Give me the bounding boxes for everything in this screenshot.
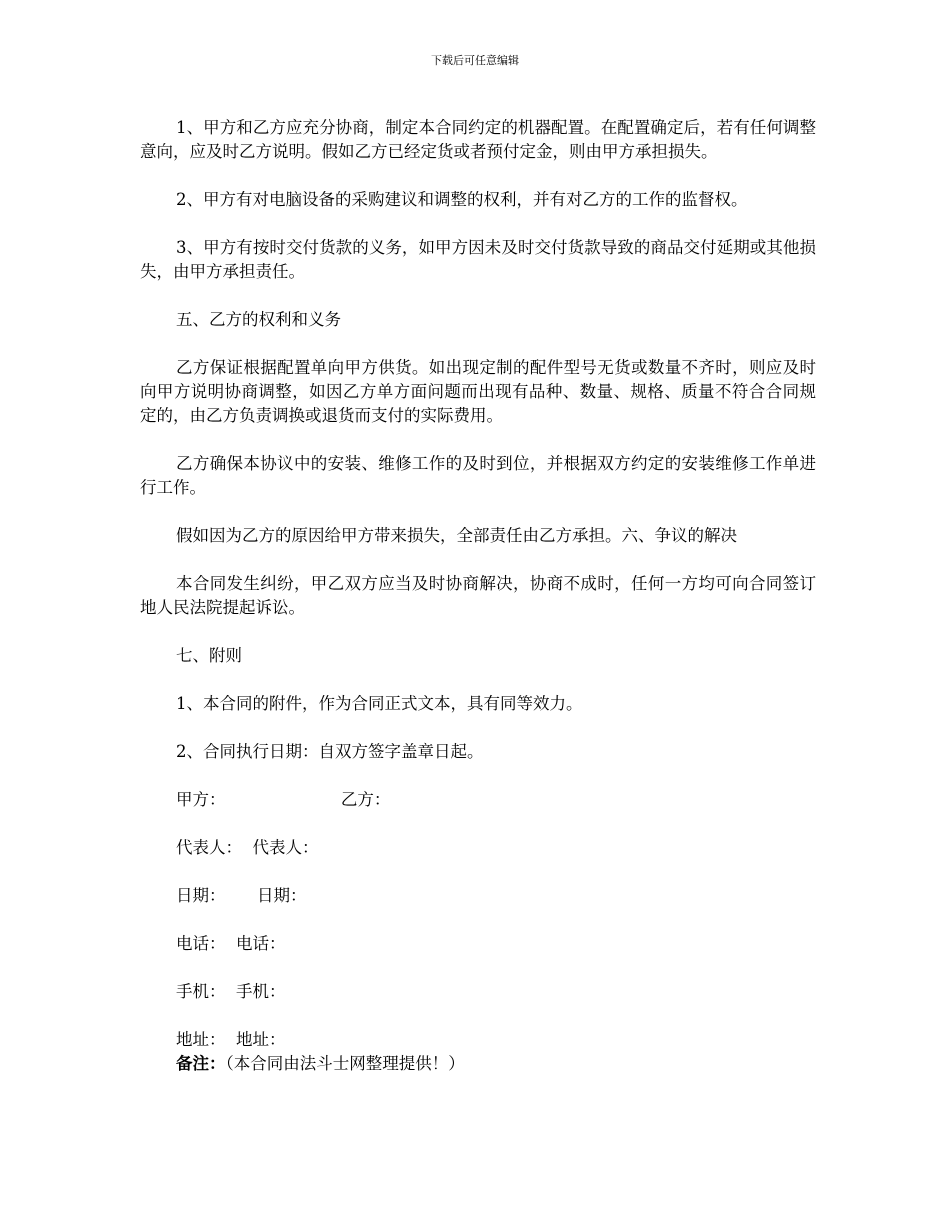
signature-party-line: 甲方： 乙方： (176, 790, 391, 809)
section-heading-five: 五、乙方的权利和义务 (176, 310, 341, 329)
clause-party-b-1: 乙方保证根据配置单向甲方供货。如出现定制的配件型号无货或数量不齐时，则应及时向甲方说明协商调整，如因乙方单方面问题而出现有品种、数量、规格、质量不符合合同规定的，由乙方负责调换或退货而支付的实际费用。 (140, 358, 816, 425)
page-header: 下载后可任意编辑 (431, 54, 519, 67)
signature-representative-line: 代表人： 代表人： (176, 838, 319, 857)
clause-party-a-3: 3、甲方有按时交付货款的义务，如甲方因未及时交付货款导致的商品交付延期或其他损失，由甲方承担责任。 (140, 238, 816, 281)
clause-party-a-1: 1、甲方和乙方应充分协商，制定本合同约定的机器配置。在配置确定后，若有任何调整意向，应及时乙方说明。假如乙方已经定货或者预付定金，则由甲方承担损失。 (140, 118, 816, 161)
clause-appendix-2: 2、合同执行日期：自双方签字盖章日起。 (176, 742, 484, 761)
signature-address-line: 地址： 地址： (176, 1030, 286, 1049)
footnote (176, 1052, 816, 1076)
contract-body (140, 116, 816, 1076)
signature-mobile-line: 手机： 手机： (176, 982, 286, 1001)
footnote-text: （本合同由法斗士网整理提供！） (225, 1054, 465, 1073)
section-heading-seven: 七、附则 (176, 646, 242, 665)
clause-party-b-3: 假如因为乙方的原因给甲方带来损失，全部责任由乙方承担。六、争议的解决 (176, 526, 737, 545)
signature-phone-line: 电话： 电话： (176, 934, 286, 953)
clause-party-b-2: 乙方确保本协议中的安装、维修工作的及时到位，并根据双方约定的安装维修工作单进行工作。 (140, 454, 816, 497)
clause-dispute: 本合同发生纠纷，甲乙双方应当及时协商解决，协商不成时，任何一方均可向合同签订地人民法院提起诉讼。 (140, 574, 816, 617)
clause-party-a-2: 2、甲方有对电脑设备的采购建议和调整的权利，并有对乙方的工作的监督权。 (176, 190, 748, 209)
footnote-label: 备注： (176, 1054, 226, 1073)
signature-date-line: 日期： 日期： (176, 886, 307, 905)
clause-appendix-1: 1、本合同的附件，作为合同正式文本，具有同等效力。 (176, 694, 583, 713)
